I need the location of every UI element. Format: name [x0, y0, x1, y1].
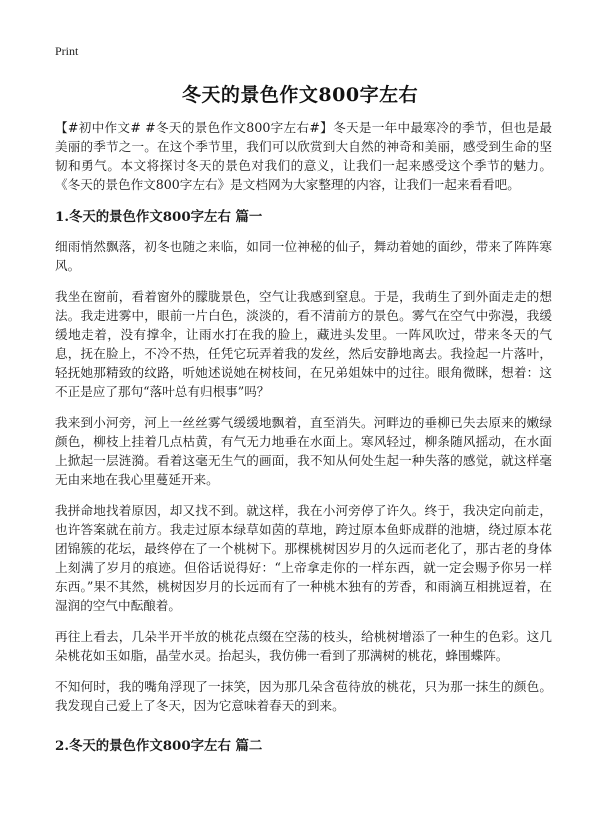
paragraph: 细雨悄然飘落，初冬也随之来临，如同一位神秘的仙子，舞动着她的面纱，带来了阵阵寒风。 — [55, 239, 552, 273]
document-title: 冬天的景色作文800字左右 — [181, 84, 419, 106]
paragraph: 我来到小河旁，河上一丝丝雾气缓缓地飘着，直至消失。河畔边的垂柳已失去原来的嫩绿颜色，柳枝上挂着几点枯黄，有气无力地垂在水面上。寒风轻过，柳条随风摇动，在水面上掀起一层涟漪。看着这毫无生气的画面，我不知从何处生起一种失落的感觉，就这样毫无由来地在我心里蔓延开来。 — [55, 415, 552, 487]
section-1-heading: 1.冬天的景色作文800字左右 篇一 — [55, 209, 263, 225]
intro-paragraph: 【#初中作文# #冬天的景色作文800字左右#】冬天是一年中最寒冷的季节，但也是最美丽的季节之一。在这个季节里，我们可以欣赏到大自然的神奇和美丽，感受到生命的坚韧和勇气。本文将探讨冬天的景色对我们的意义，让我们一起来感受这个季节的魅力。《冬天的景色作文800字左右》是文档网为大家整理的内容，让我们一起来看看吧。 — [55, 120, 552, 192]
paragraph: 我拼命地找着原因，却又找不到。就这样，我在小河旁停了许久。终于，我决定向前走，也许答案就在前方。我走过原本绿草如茵的草地，跨过原本鱼虾成群的池塘，绕过原本花团锦簇的花坛，最终停在了一个桃树下。那棵桃树因岁月的久远而老化了，那古老的身体上刻满了岁月的痕迹。但俗话说得好：“上帝拿走你的一样东西，就一定会赐予你另一样东西。”果不其然，桃树因岁月的长远而有了一种桃木独有的芳香，和雨滴互相挑逗着，在湿润的空气中酝酿着。 — [55, 503, 552, 613]
paragraph: 不知何时，我的嘴角浮现了一抹笑，因为那几朵含苞待放的桃花，只为那一抹生的颜色。我发现自己爱上了冬天，因为它意味着春天的到来。 — [55, 679, 552, 713]
paragraph: 再往上看去，几朵半开半放的桃花点缀在空荡的枝头，给桃树增添了一种生的色彩。这几朵桃花如玉如脂，晶莹水灵。抬起头，我仿佛一看到了那满树的桃花，蜂围蝶阵。 — [55, 629, 552, 663]
section-2-heading: 2.冬天的景色作文800字左右 篇二 — [55, 738, 263, 754]
document-body — [55, 118, 552, 766]
paragraph: 我坐在窗前，看着窗外的朦胧景色，空气让我感到窒息。于是，我萌生了到外面走走的想法。我走进雾中，眼前一片白色，淡淡的，看不清前方的景色。雾气在空气中弥漫，我缓缓地走着，没有撑伞，让雨水打在我的脸上，藏进头发里。一阵风吹过，带来冬天的气息，抚在脸上，不冷不热，任凭它玩弄着我的发丝，然后安静地离去。我捡起一片落叶，轻抚她那精致的纹路，听她述说她在树枝间，在兄弟姐妹中的过往。眼角微眯，想着：这不正是应了那句“落叶总有归根事”吗？ — [55, 289, 552, 399]
print-label: Print — [55, 44, 79, 58]
